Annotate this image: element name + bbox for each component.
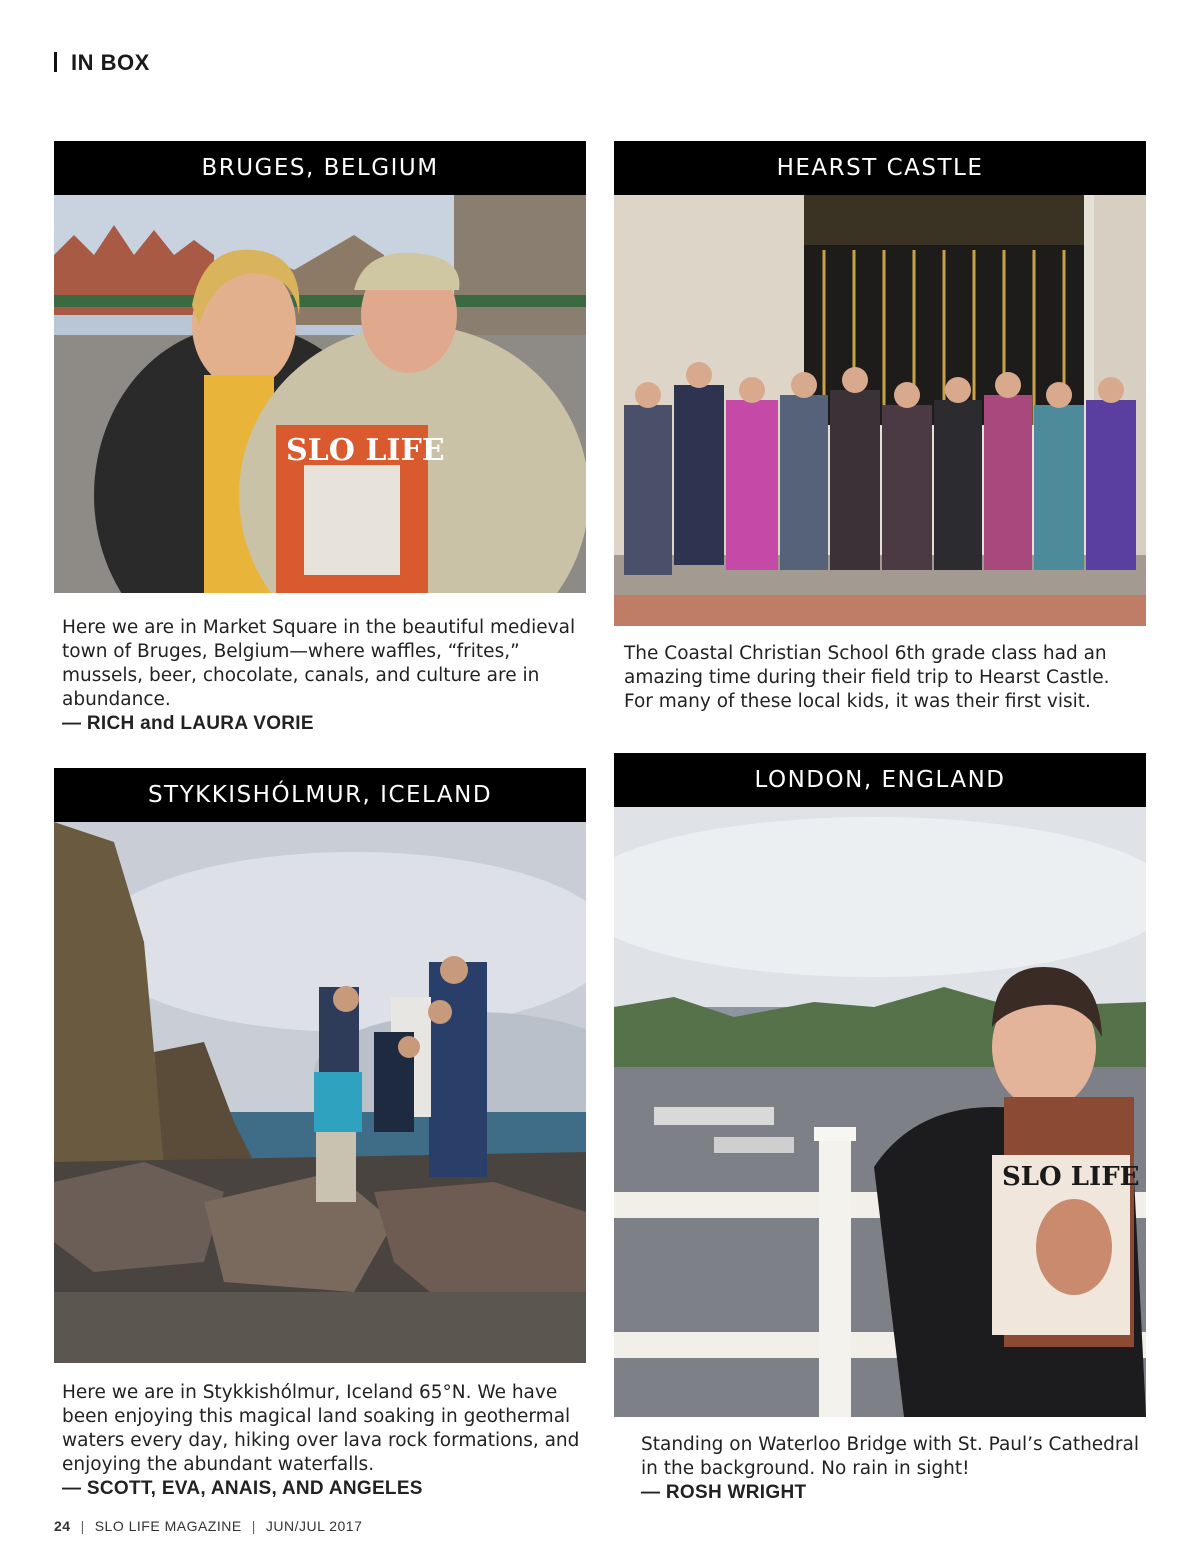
caption-hearst-castle bbox=[624, 642, 1144, 714]
card-title: LONDON, ENGLAND bbox=[754, 767, 1006, 793]
caption-credit: — RICH and LAURA VORIE bbox=[62, 713, 314, 734]
bruges-photo bbox=[54, 195, 586, 593]
card-title-banner bbox=[614, 141, 1146, 195]
caption-text: Standing on Waterloo Bridge with St. Paul’s Cathedral in the background. No rain in sight! bbox=[641, 1434, 1140, 1479]
section-title: IN BOX bbox=[71, 50, 150, 75]
hearst-castle-photo bbox=[614, 195, 1146, 626]
card-title-banner bbox=[54, 141, 586, 195]
section-divider bbox=[54, 52, 57, 72]
iceland-photo bbox=[54, 822, 586, 1363]
caption-credit: — ROSH WRIGHT bbox=[641, 1482, 807, 1503]
publication-name: SLO LIFE MAGAZINE bbox=[94, 1518, 242, 1534]
card-hearst-castle bbox=[614, 141, 1146, 626]
card-title: STYKKISHÓLMUR, ICELAND bbox=[147, 782, 493, 808]
card-bruges bbox=[54, 141, 586, 593]
page-footer bbox=[54, 1518, 362, 1534]
card-stykkisholmur bbox=[54, 768, 586, 1363]
footer-separator: | bbox=[251, 1518, 256, 1534]
card-title: BRUGES, BELGIUM bbox=[201, 155, 439, 181]
section-label bbox=[54, 50, 150, 76]
caption-text: The Coastal Christian School 6th grade class had an amazing time during their field trip to Hearst Castle. For many of these local kids, it was their first visit. bbox=[624, 643, 1110, 712]
card-title-banner bbox=[54, 768, 586, 822]
london-photo bbox=[614, 807, 1146, 1417]
footer-separator: | bbox=[80, 1518, 85, 1534]
card-london bbox=[614, 753, 1146, 1417]
caption-stykkisholmur bbox=[62, 1381, 582, 1501]
caption-text: Here we are in Stykkishólmur, Iceland 65°N. We have been enjoying this magical land soaking in geothermal waters every day, hiking over lava rock formations, and enjoying the abundant waterfalls. bbox=[62, 1382, 580, 1475]
magazine-logo-text: SLO LIFE bbox=[286, 433, 445, 468]
card-title-banner bbox=[614, 753, 1146, 807]
magazine-logo-text: SLO LIFE bbox=[1002, 1162, 1140, 1192]
issue-date: JUN/JUL 2017 bbox=[265, 1518, 363, 1534]
caption-credit: — SCOTT, EVA, ANAIS, AND ANGELES bbox=[62, 1478, 423, 1499]
page-number: 24 bbox=[54, 1518, 71, 1534]
caption-text: Here we are in Market Square in the beautiful medieval town of Bruges, Belgium—where waffles, “frites,” mussels, beer, chocolate, canals, and culture are in abundance. bbox=[62, 617, 576, 710]
caption-london bbox=[641, 1433, 1161, 1505]
card-title: HEARST CASTLE bbox=[776, 155, 984, 181]
caption-bruges bbox=[62, 616, 582, 736]
